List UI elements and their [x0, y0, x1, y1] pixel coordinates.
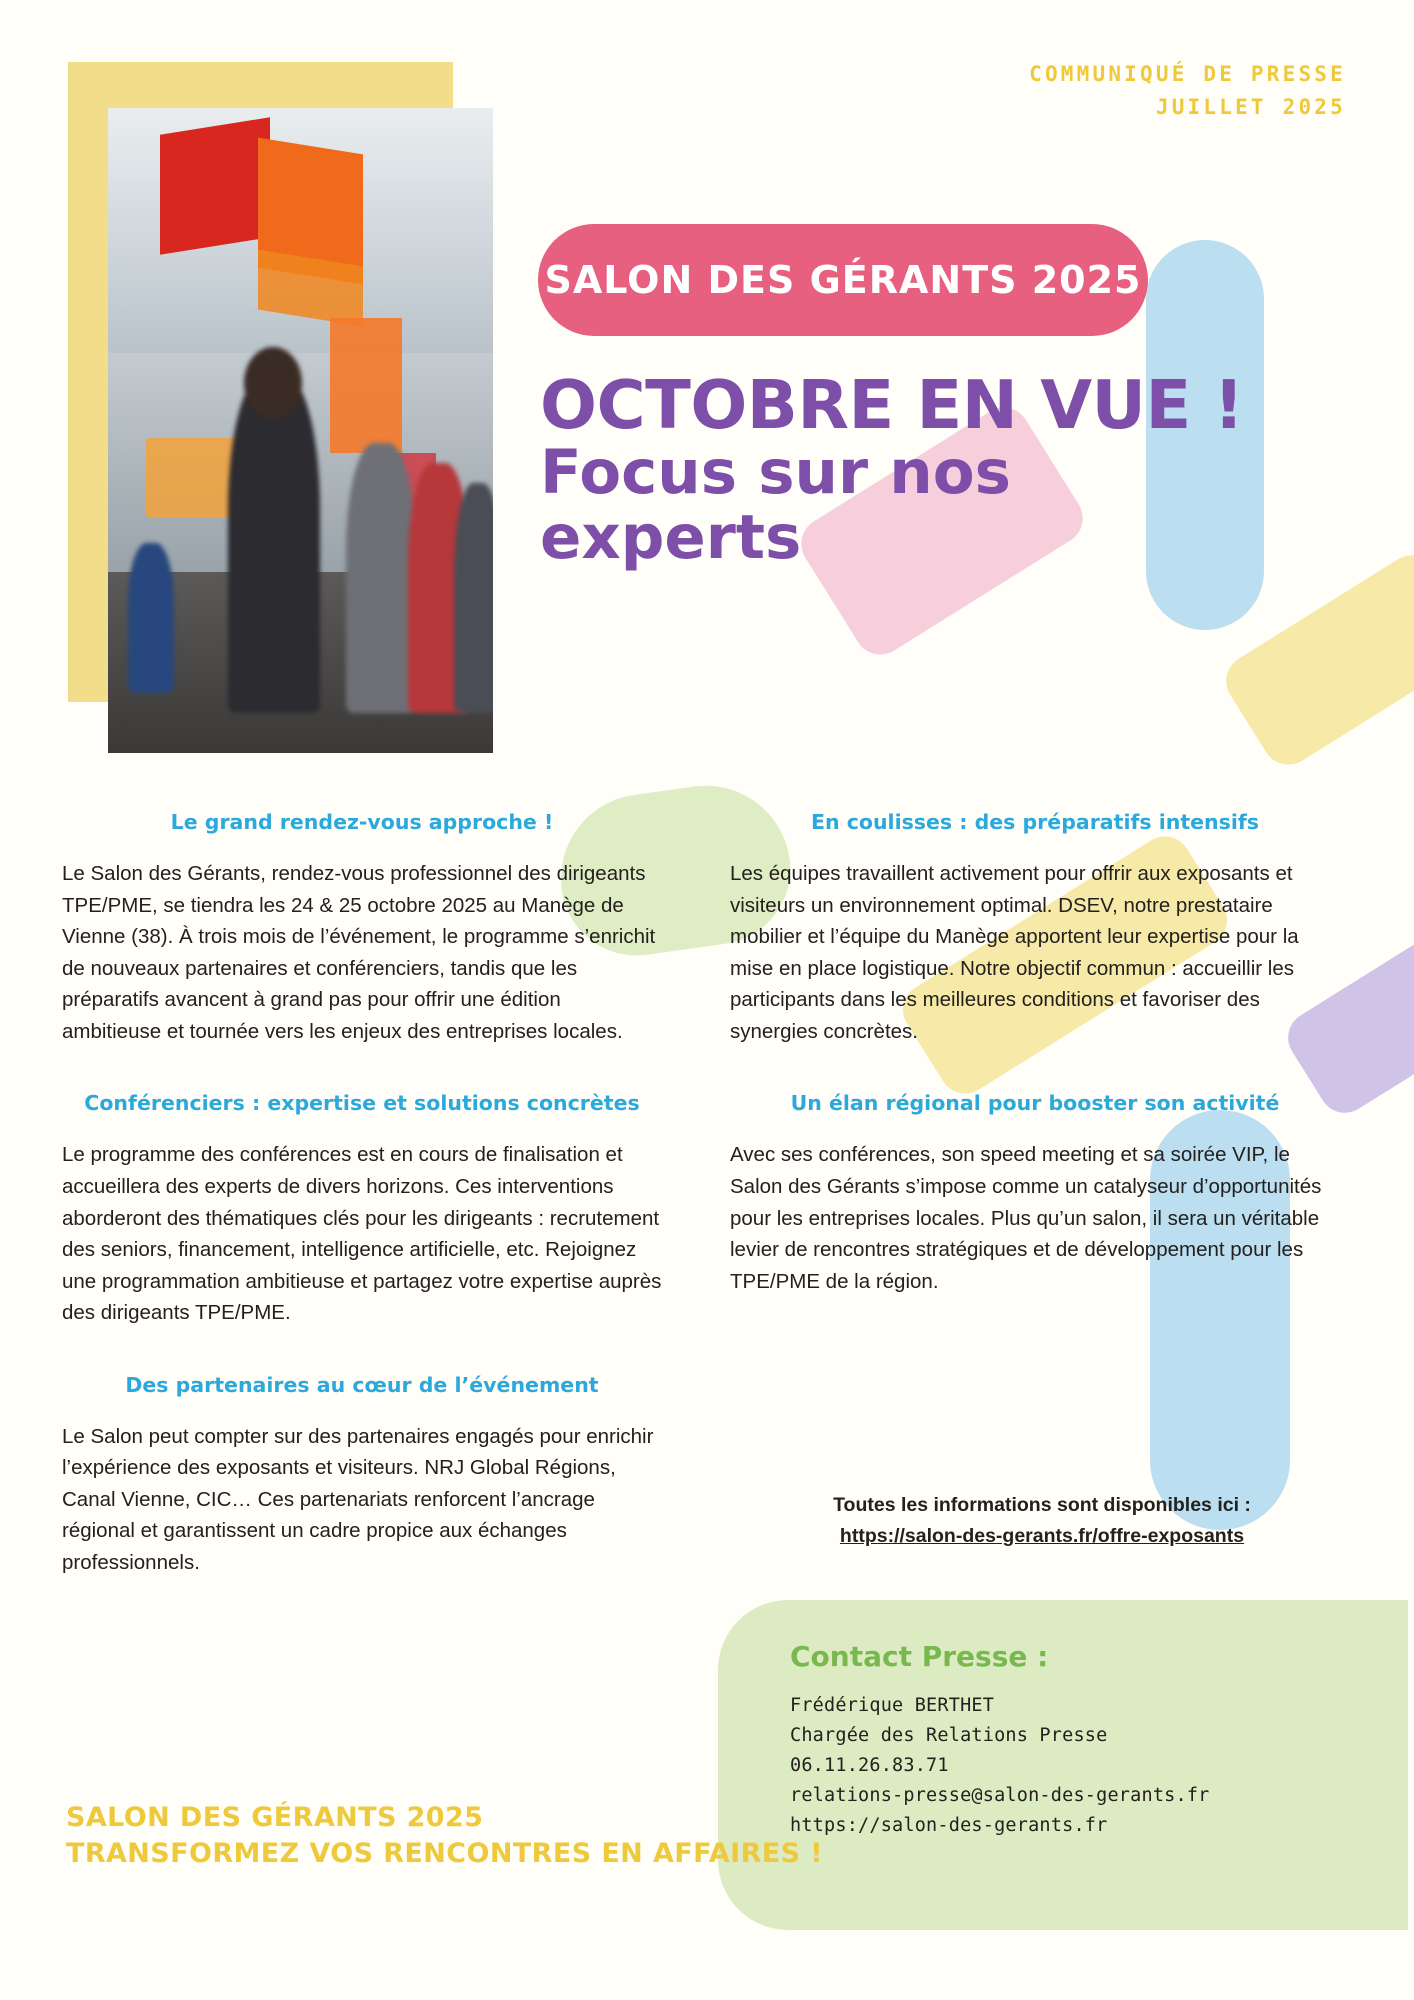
press-contact-title: Contact Presse :: [790, 1640, 1049, 1673]
offer-exhibitors-link[interactable]: https://salon-des-gerants.fr/offre-exposants: [839, 1525, 1245, 1548]
contact-role: Chargée des Relations Presse: [790, 1724, 1108, 1746]
closing-slogan-line-2: TRANSFORMEZ VOS RENCONTRES EN AFFAIRES !: [66, 1837, 823, 1869]
trade-show-photo: [108, 108, 493, 753]
press-release-header: [1029, 58, 1346, 123]
article-body: Les équipes travaillent activement pour offrir aux exposants et visiteurs un environnement optimal. DSEV, notre prestataire mobilier et l’équipe du Manège apportent leur expertise pour la mise en place logistique. Notre objectif commun : accueillir les participants dans les meilleures conditions et favoriser des synergies concrètes.: [730, 862, 1299, 1043]
article-heading: Conférenciers : expertise et solutions concrètes: [84, 1091, 640, 1116]
article-block: [730, 810, 1340, 1047]
press-release-date: JUILLET 2025: [1155, 94, 1346, 119]
article-heading: Le grand rendez-vous approche !: [170, 810, 554, 834]
article-heading: Un élan régional pour booster son activité: [790, 1091, 1280, 1116]
event-badge: [538, 224, 1148, 336]
article-heading: Des partenaires au cœur de l’événement: [125, 1372, 599, 1397]
contact-name: Frédérique BERTHET: [790, 1695, 995, 1716]
event-badge-label: SALON DES GÉRANTS 2025: [544, 258, 1142, 302]
closing-slogan: [66, 1800, 823, 1871]
contact-email[interactable]: relations-presse@salon-des-gerants.fr: [790, 1784, 1210, 1806]
contact-website[interactable]: https://salon-des-gerants.fr: [790, 1814, 1108, 1836]
contact-phone[interactable]: 06.11.26.83.71: [790, 1754, 949, 1776]
article-block: [62, 1091, 662, 1328]
press-release-label: COMMUNIQUÉ DE PRESSE: [1029, 62, 1346, 86]
article-heading: En coulisses : des préparatifs intensifs: [810, 810, 1259, 834]
article-body: Avec ses conférences, son speed meeting et sa soirée VIP, le Salon des Gérants s’impose comme un catalyseur d’opportunités pour les entreprises locales. Plus qu’un salon, il sera un véritable levier de rencontres stratégiques et de développement pour les TPE/PME de la région.: [730, 1143, 1322, 1293]
page-title-line-3: experts: [540, 501, 802, 573]
press-contact-block: [790, 1640, 1210, 1841]
right-column: [730, 810, 1340, 1341]
article-body: Le Salon des Gérants, rendez-vous professionnel des dirigeants TPE/PME, se tiendra les 24 & 25 octobre 2025 au Manège de Vienne (38). À trois mois de l’événement, le programme s’enrichit de nouveaux partenaires et conférenciers, tandis que les préparatifs avancent à grand pas pour offrir une édition ambitieuse et tournée vers les enjeux des entreprises locales.: [62, 862, 656, 1043]
page-title-line-1: OCTOBRE EN VUE !: [540, 366, 1244, 444]
page-title-line-2: Focus sur nos: [540, 437, 1011, 509]
closing-slogan-line-1: SALON DES GÉRANTS 2025: [66, 1802, 484, 1833]
article-block: [62, 810, 662, 1047]
more-info-text: Toutes les informations sont disponibles ici :: [833, 1494, 1251, 1516]
more-info-block: [742, 1490, 1342, 1552]
page-title: [540, 366, 1340, 573]
article-body: Le programme des conférences est en cours de finalisation et accueillera des experts de divers horizons. Ces interventions aborderont des thématiques clés pour les dirigeants : recrutement des seniors, financement, intelligence artificielle, etc. Rejoignez une programmation ambitieuse et partagez votre expertise auprès des dirigeants TPE/PME.: [62, 1143, 662, 1325]
left-column: [62, 810, 662, 1623]
article-block: [62, 1373, 662, 1579]
article-body: Le Salon peut compter sur des partenaires engagés pour enrichir l’expérience des exposants et visiteurs. NRJ Global Régions, Canal Vienne, CIC… Ces partenariats renforcent l’ancrage régional et garantissent un cadre propice aux échanges professionnels.: [62, 1424, 654, 1574]
article-block: [730, 1091, 1340, 1297]
